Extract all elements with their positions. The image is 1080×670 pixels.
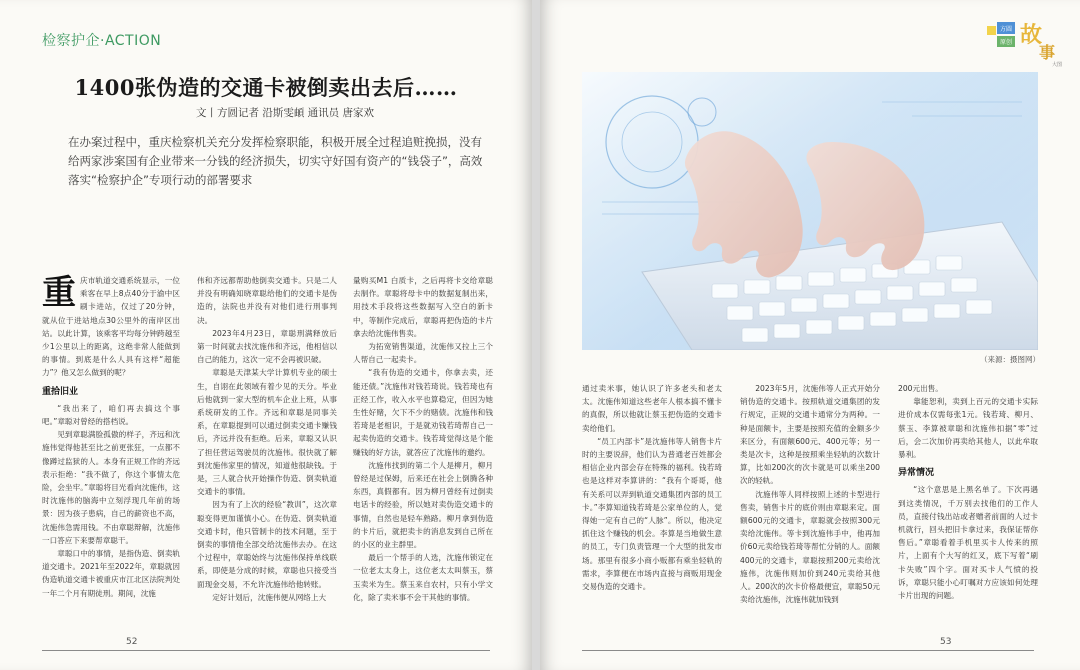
paragraph: 伟和齐远都帮助他倒卖交通卡。只是二人并没有明确知晓章聪给他们的交通卡是伪造的，法院也并没有对他们进行刑事判决。 [197,276,337,325]
paragraph: 200元出售。 [898,384,943,393]
page-number: 53 [940,637,952,647]
magazine-logo [985,18,1063,70]
paragraph: 见到章聪满脸孤傲的样子，齐远和沈施伟觉得他甚至比之前更张狂，一点都不像蹲过监狱的人。本身有正规工作的齐远表示拒绝：“我不做了，你这个事情太危险，会坐牢。”章聪将目光看向沈施伟，这时沈施伟的脑海中立刻浮现几年前的场景：因为孩子患病，自己的薪资也不高，沈施伟急需用钱。不由章聪辩解，沈施伟一口答应下来要帮章聪干。 [42,430,180,545]
paragraph: 定好计划后，沈施伟便从网络上大 [212,592,327,602]
text-column-4 [582,382,722,593]
paragraph: 量购买M1 白质卡，之后再将卡交给章聪去制作。章聪将母卡中的数据复制出来，用技术手段将这些数据写入空白的新卡中，等制作完成后，章聪再把伪造的卡片拿去给沈施伟售卖。 [353,276,493,338]
paragraph: 沈施伟找到的第二个人是柳月，柳月曾经是过保姆，后来还在社会上倒腾各种东西，真假都有。因为柳月曾经有过倒卖电话卡的经验，所以她对卖伪造交通卡的事情，自然也是轻车熟路。柳月拿到伪造的卡片后，就把卖卡的消息发到自己所在的小区的业主群里。 [353,460,493,550]
keyboard-photo [582,72,1038,350]
section-tag: 检察护企·ACTION [42,33,162,49]
paragraph: 沈施伟等人同样按照上述的卡型进行售卖，销售卡片的底价则由章聪来定。面额600元的交通卡，章聪就会按照300元卖给沈施伟。等卡到沈施伟手中，他再加价60元卖给钱若琦等帮忙分销的人。面额400元的交通卡，章聪按照200元卖给沈施伟，沈施伟则加价到240元卖给其他人。200次的次卡价格最便宜，章聪50元卖给沈施伟，沈施伟就加钱到 [740,489,880,605]
text-column-1 [42,274,180,600]
subheading: 重拾旧业 [42,386,79,397]
paragraph: “我出来了，咱们再去搞这个事吧。”章聪对曾经的搭档说。 [42,403,180,427]
byline: 文丨方圆记者 沿斯雯頔 通讯员 唐家欢 [196,107,375,119]
opening-paragraph [42,274,180,380]
logo-big-char-1: 故 [1019,22,1043,48]
left-page [0,0,532,670]
footer-rule [42,650,490,651]
paragraph: 章聪口中的事情，是指伪造、倒卖轨道交通卡。2021年至2022年，章聪就因伪造轨道交通卡被重庆市江北区法院判处一年二个月有期徒刑。期间，沈施 [42,549,180,598]
paragraph: “员工内部卡”是沈施伟等人销售卡片时的主要说辞，他们认为普通老百姓都会相信企业内部会存在特殊的福利。钱若琦也是这样对李算讲的：“我有个哥哥，他有关系可以弄到轨道交通集团内部的员工卡。”李算知道钱若琦是公家单位的人，觉得她一定有自己的“人脉”。所以，他决定抓住这个赚钱的机会。李算是当地做生意的员工，专门负责管理一个大型的批发市场。那里有很多小商小贩都有乘坐轻轨的需求，李算便在市场内直接与商贩用现金交易伪造的交通卡。 [582,436,722,592]
lead-paragraph: 在办案过程中，重庆检察机关充分发挥检察职能，积极开展全过程追赃挽损，没有给两家涉案国有企业带来一分钱的经济损失，切实守好国有资产的“钱袋子”，高效落实“检察护企”专项行动的部署要求 [68,135,483,187]
text-column-3 [353,274,493,604]
text-column-6 [898,382,1038,602]
paragraph: 章聪是天津某大学计算机专业的硕士生，自诩在此领域有着少见的天分。毕业后他就到一家大型的机车企业上班，从事系统研发的工作。齐远和章聪是同事关系，在章聪提到可以通过倒卖交通卡赚钱后，齐远并没有拒绝。后来，章聪又认识了担任营运驾驶员的沈施伟。很快就了解到沈施伟家里的情况，知道他很缺钱。于是，三人就合伙开始操作伪造、倒卖轨道交通卡的事情。 [197,368,337,497]
logo-square-yellow [987,26,996,35]
paragraph: 靠能恕利，卖到上百元的交通卡实际进价成本仅需每张1元。钱若琦、柳月、蔡玉、李算被章聪和沈施伟扣据“零”过后，会二次加价再卖给其他人，以此牟取暴利。 [898,397,1038,460]
logo-small-text: 大图 [1051,62,1063,68]
paragraph: “我有伪造的交通卡，你拿去卖，还能还债。”沈施伟对钱若琦说。钱若琦也有正经工作，收入水平也算稳定，但因为她生性好赌，欠下不少的赌债。沈施伟和钱若琦是老相识，于是就劝钱若琦帮自己一起卖伪造的交通卡。钱若琦觉得这是个能赚钱的好方法，就答应了沈施伟的邀约。 [353,368,493,457]
paragraph: “这个意思是上黑名单了。下次再遇到这类情况，千万别去找他们的工作人员，直接付钱出站或者赠者前面的人过卡机就行，回头把旧卡拿过来，我保证帮你售后。”章聪看着手机里买卡人传来的照片，上面有个大写的红叉，底下写着“刷卡失败”四个字。面对买卡人气愤的投诉，章聪只能小心叮嘱对方应该如何处理卡片出现的问题。 [898,485,1038,601]
logo-text-1: 方圆 [999,26,1013,33]
logo-text-2: 原创 [999,39,1013,46]
paragraph: 为拓宽销售渠道，沈施伟又拉上三个人帮自己一起卖卡。 [353,342,493,365]
page-number: 52 [126,637,138,647]
photo-credit: （来源：摄图网） [980,355,1040,364]
footer-rule [582,650,1034,651]
paragraph: 通过卖米事，她认识了许多老头和老太太。沈施伟知道这些老年人根本搞不懂卡的真假，所以他就让蔡玉把伪造的交通卡卖给他们。 [582,384,722,433]
paragraph: 因为有了上次的经验“教训”，这次章聪变得更加谨慎小心。在伪造、倒卖轨道交通卡时，他只管制卡的技术问题，至于倒卖的事情他全部交给沈施伟去办。在这个过程中，章聪始终与沈施伟保持单线联系，即使是分成的时候，章聪也只接受当面现金交易，不允许沈施伟给他转账。 [197,500,337,589]
typing-hands-illustration [582,72,1038,350]
paragraph: 最后一个帮手的人选，沈施伟锁定在一位老太太身上，这位老太太叫蔡玉，蔡玉卖米为生。蔡玉来自农村，只有小学文化，除了卖米事不会干其他的事情。 [353,553,493,602]
logo-big-char-2: 事 [1038,43,1056,62]
paragraph: 2023年5月，沈施伟等人正式开始分销伪造的交通卡。按照轨道交通集团的发行规定，正规的交通卡通常分为两种。一种是面额卡，主要是按照充值的金额多少来区分，有面额600元、400元等；另一类是次卡，这种是按照乘坐轻轨的次数计算，比如200次的次卡就是可以乘坐200次的轻轨。 [740,384,880,486]
paragraph-text: 庆市轨道交通系统显示，一位乘客在早上8点40分于渝中区刷卡进站，仅过了20分钟，就从位于进站地点30公里外的南岸区出站。以此计算，该乘客平均每分钟跨越至少1公里以上的距离，这绝非常人能做到的事情。到底是什么人具有这样“超能力”？他又怎么做到的呢？ [42,276,180,378]
text-column-2 [197,274,337,604]
subheading: 异常情况 [898,468,935,479]
text-column-5 [740,382,880,606]
paragraph: 2023年4月23日，章聪刑满释放后第一时间就去找沈施伟和齐远，他相信以自己的能力，这次一定不会再被识破。 [197,328,337,365]
article-headline: 1400张伪造的交通卡被倒卖出去后…… [74,75,458,100]
drop-cap: 重 [42,273,76,313]
